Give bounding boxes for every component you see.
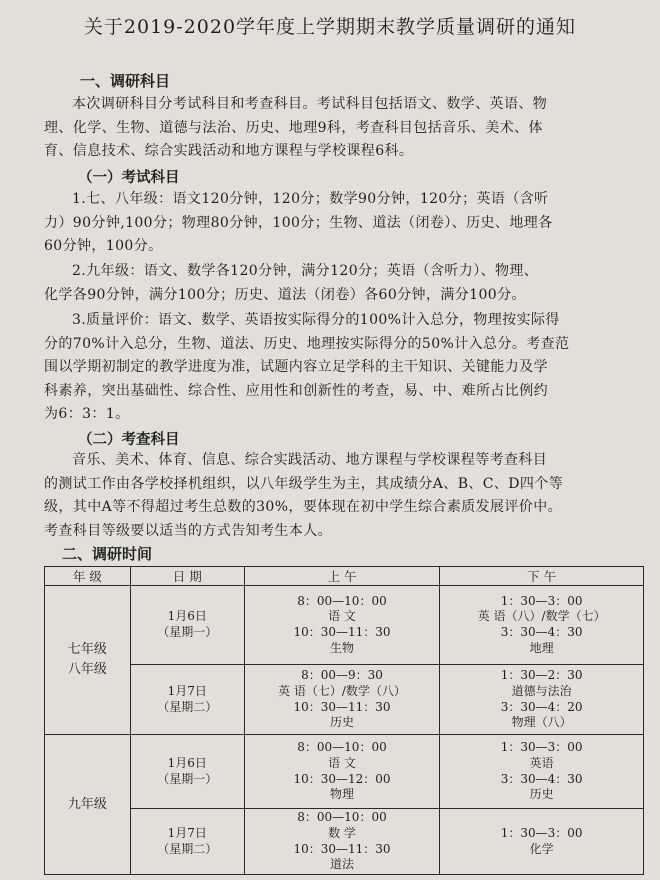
grade-label: 八年级	[67, 662, 107, 677]
morning-cell	[244, 735, 440, 809]
table-row	[45, 735, 644, 809]
exam-line: 2.九年级：语文、数学各120分钟，满分120分；英语（含听力）、物理、	[72, 263, 539, 279]
sub1-heading: （一）考试科目	[78, 169, 180, 186]
subject-text: 道德与法治	[511, 683, 572, 698]
weekday-text: （星期一）	[157, 625, 218, 639]
subject-text: 化学	[529, 841, 554, 856]
section1-heading: 一、调研科目	[80, 72, 171, 90]
intro-line: 理、化学、生物、道德与法治、历史、地理9科，考查科目包括音乐、美术、体	[44, 119, 543, 136]
time-slot: 1：30—3：00	[500, 740, 583, 755]
table-row	[45, 586, 644, 665]
sub2-line: 级，其中A等不得超过考生总数的30%，要体现在初中学生综合素质发展评价中。	[44, 499, 563, 516]
exam-item-1	[44, 188, 642, 259]
subject-text: 历史	[529, 787, 554, 802]
time-slot: 8：00—9：30	[301, 668, 383, 683]
exam-line: 围以学期初制定的教学进度为准，试题内容立足学科的主干知识、关键能力及学	[44, 359, 548, 376]
time-slot: 3：30—4：20	[500, 699, 583, 714]
date-cell	[130, 735, 244, 809]
grade-label: 七年级	[67, 642, 107, 657]
afternoon-cell	[440, 665, 644, 735]
afternoon-cell	[440, 809, 644, 875]
subject-text: 数 学	[328, 825, 356, 840]
subject-text: 语 文	[328, 609, 356, 624]
time-slot: 10：30—12：00	[293, 771, 391, 786]
time-slot: 3：30—4：30	[500, 771, 583, 786]
morning-cell	[244, 665, 440, 735]
exam-line: 化学各90分钟，满分100分；历史、道法（闭卷）各60分钟，满分100分。	[44, 286, 526, 303]
schedule-table	[44, 566, 644, 875]
subject-text: 生物	[329, 640, 354, 655]
time-slot: 10：30—11：30	[293, 841, 391, 856]
header-afternoon: 下 午	[440, 567, 644, 586]
afternoon-cell	[440, 586, 644, 665]
sub2-body	[44, 449, 642, 543]
grade-cell	[45, 735, 131, 875]
sub2-line: 考查科目等级要以适当的方式告知考生本人。	[44, 522, 332, 539]
schedule-header-row	[45, 567, 644, 586]
date-text: 1月7日	[167, 825, 207, 840]
exam-line: 科素养，突出基础性、综合性、应用性和创新性的考查，易、中、难所占比例约	[44, 382, 548, 399]
subject-text: 英 语（八）/数学（七）	[477, 609, 606, 624]
morning-cell	[244, 809, 440, 875]
time-slot: 10：30—11：30	[293, 699, 391, 714]
time-slot: 8：00—10：00	[297, 740, 387, 755]
table-row	[45, 665, 644, 735]
grade-label: 九年级	[67, 796, 107, 812]
exam-line: 3.质量评价：语文、数学、英语按实际得分的100%计入总分，物理按实际得	[72, 312, 560, 328]
exam-item-3	[44, 309, 642, 427]
subject-text: 道法	[329, 857, 354, 872]
sub2-line: 音乐、美术、体育、信息、综合实践活动、地方课程与学校课程等考查科目	[72, 452, 548, 468]
exam-line: 60分钟，100分。	[44, 238, 163, 255]
time-slot: 1：30—3：00	[500, 593, 583, 608]
date-cell	[130, 665, 244, 735]
intro-line: 本次调研科目分考试科目和考查科目。考试科目包括语文、数学、英语、物	[72, 96, 548, 112]
date-text: 1月7日	[167, 683, 207, 698]
date-cell	[130, 809, 244, 875]
section1-intro	[44, 93, 642, 164]
document-title: 关于2019-2020学年度上学期期末教学质量调研的通知	[83, 16, 577, 38]
subject-text: 英 语（七）/数学（八）	[278, 683, 406, 698]
subject-text: 物理	[329, 787, 354, 802]
exam-line: 分的70%计入总分，生物、道法、历史、地理按实际得分的50%计入总分。考查范	[44, 335, 570, 352]
section2-heading: 二、调研时间	[62, 545, 153, 563]
morning-cell	[244, 586, 440, 665]
time-slot: 10：30—11：30	[293, 625, 391, 639]
subject-text: 历史	[329, 715, 354, 730]
subject-text: 英语	[529, 755, 554, 770]
subject-text: 地理	[529, 640, 554, 655]
header-morning: 上 午	[244, 567, 440, 586]
date-cell	[130, 586, 244, 665]
exam-line: 为6：3：1。	[44, 406, 130, 423]
sub2-line: 的测试工作由各学校择机组织，以八年级学生为主，其成绩分A、B、C、D四个等	[44, 475, 564, 492]
time-slot: 1：30—3：00	[500, 825, 583, 840]
time-slot: 1：30—2：30	[500, 668, 583, 683]
weekday-text: （星期一）	[157, 771, 218, 786]
time-slot: 8：00—10：00	[297, 810, 387, 825]
weekday-text: （星期二）	[157, 841, 218, 856]
header-grade: 年 级	[45, 567, 131, 586]
intro-line: 育、信息技术、综合实践活动和地方课程与学校课程6科。	[44, 143, 414, 160]
subject-text: 物理（八）	[511, 715, 572, 730]
afternoon-cell	[440, 735, 644, 809]
sub2-heading: （二）考查科目	[78, 431, 180, 448]
weekday-text: （星期二）	[157, 699, 218, 714]
exam-item-2	[44, 260, 642, 307]
date-text: 1月6日	[167, 755, 207, 770]
subject-text: 语 文	[328, 755, 356, 770]
exam-line: 力）90分钟,100分；物理80分钟，100分；生物、道法（闭卷）、历史、地理各	[44, 214, 553, 231]
time-slot: 8：00—10：00	[297, 593, 387, 608]
header-date: 日 期	[130, 567, 244, 586]
date-text: 1月6日	[167, 609, 207, 624]
time-slot: 3：30—4：30	[500, 625, 583, 639]
grade-cell	[45, 586, 131, 735]
table-row	[45, 809, 644, 875]
exam-line: 1.七、八年级：语文120分钟，120分；数学90分钟，120分；英语（含听	[72, 191, 549, 207]
